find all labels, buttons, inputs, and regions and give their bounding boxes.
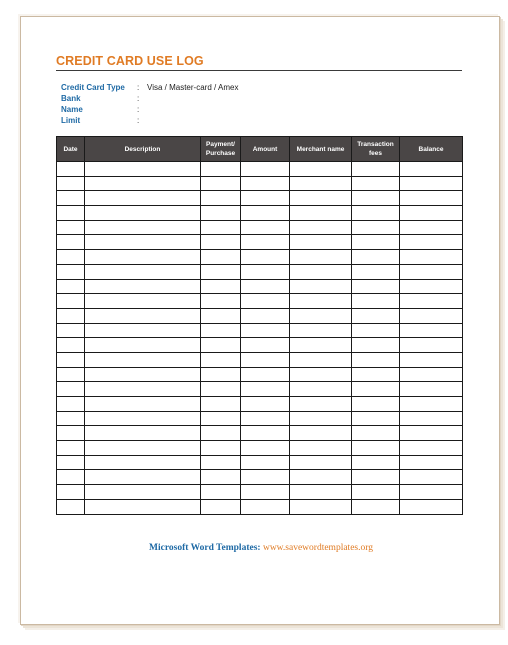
info-value: Visa / Master-card / Amex <box>147 83 239 92</box>
table-cell[interactable] <box>85 235 201 250</box>
table-row <box>57 235 463 250</box>
table-cell[interactable] <box>201 308 241 323</box>
table-cell[interactable] <box>400 426 463 441</box>
table-cell[interactable] <box>352 485 400 500</box>
table-row <box>57 250 463 265</box>
table-cell[interactable] <box>290 352 352 367</box>
table-cell[interactable] <box>241 206 290 221</box>
table-cell[interactable] <box>201 338 241 353</box>
table-cell[interactable] <box>57 411 85 426</box>
table-cell[interactable] <box>400 294 463 309</box>
title-divider <box>56 70 462 71</box>
table-cell[interactable] <box>57 470 85 485</box>
table-cell[interactable] <box>290 338 352 353</box>
table-cell[interactable] <box>352 206 400 221</box>
table-cell[interactable] <box>201 485 241 500</box>
table-cell[interactable] <box>290 455 352 470</box>
table-cell[interactable] <box>352 294 400 309</box>
table-cell[interactable] <box>85 499 201 514</box>
table-cell[interactable] <box>201 294 241 309</box>
table-cell[interactable] <box>85 485 201 500</box>
table-cell[interactable] <box>352 382 400 397</box>
table-cell[interactable] <box>400 411 463 426</box>
document-page <box>20 16 500 625</box>
table-cell[interactable] <box>85 308 201 323</box>
table-cell[interactable] <box>290 367 352 382</box>
table-cell[interactable] <box>241 191 290 206</box>
table-cell[interactable] <box>290 323 352 338</box>
table-cell[interactable] <box>400 323 463 338</box>
table-cell[interactable] <box>400 176 463 191</box>
table-cell[interactable] <box>85 162 201 177</box>
table-body <box>57 162 463 515</box>
table-cell[interactable] <box>201 220 241 235</box>
table-cell[interactable] <box>85 382 201 397</box>
table-cell[interactable] <box>85 220 201 235</box>
table-cell[interactable] <box>352 323 400 338</box>
table-cell[interactable] <box>241 352 290 367</box>
table-cell[interactable] <box>352 470 400 485</box>
table-cell[interactable] <box>57 206 85 221</box>
table-row <box>57 162 463 177</box>
table-cell[interactable] <box>85 206 201 221</box>
table-cell[interactable] <box>352 279 400 294</box>
table-cell[interactable] <box>85 470 201 485</box>
table-cell[interactable] <box>400 191 463 206</box>
table-cell[interactable] <box>352 426 400 441</box>
card-info-block <box>61 82 238 126</box>
table-cell[interactable] <box>85 338 201 353</box>
info-label: Name <box>61 105 83 114</box>
table-cell[interactable] <box>85 441 201 456</box>
table-cell[interactable] <box>352 162 400 177</box>
table-cell[interactable] <box>57 162 85 177</box>
table-cell[interactable] <box>290 176 352 191</box>
table-cell[interactable] <box>400 206 463 221</box>
info-label: Bank <box>61 94 81 103</box>
table-cell[interactable] <box>400 352 463 367</box>
table-cell[interactable] <box>241 220 290 235</box>
table-cell[interactable] <box>57 338 85 353</box>
table-cell[interactable] <box>201 279 241 294</box>
table-cell[interactable] <box>201 382 241 397</box>
table-cell[interactable] <box>241 279 290 294</box>
table-cell[interactable] <box>201 191 241 206</box>
table-cell[interactable] <box>57 323 85 338</box>
table-cell[interactable] <box>57 294 85 309</box>
table-cell[interactable] <box>400 264 463 279</box>
table-cell[interactable] <box>290 279 352 294</box>
table-cell[interactable] <box>241 250 290 265</box>
table-row <box>57 338 463 353</box>
table-cell[interactable] <box>400 279 463 294</box>
table-cell[interactable] <box>57 279 85 294</box>
table-cell[interactable] <box>201 411 241 426</box>
column-header-description: Description <box>85 137 201 162</box>
table-cell[interactable] <box>352 176 400 191</box>
table-cell[interactable] <box>290 294 352 309</box>
table-cell[interactable] <box>201 397 241 412</box>
table-cell[interactable] <box>241 499 290 514</box>
table-row <box>57 455 463 470</box>
table-cell[interactable] <box>241 264 290 279</box>
table-cell[interactable] <box>400 235 463 250</box>
table-cell[interactable] <box>241 176 290 191</box>
table-cell[interactable] <box>352 191 400 206</box>
table-cell[interactable] <box>201 470 241 485</box>
table-cell[interactable] <box>352 455 400 470</box>
table-header-row <box>57 137 463 162</box>
table-cell[interactable] <box>352 264 400 279</box>
table-cell[interactable] <box>352 220 400 235</box>
table-cell[interactable] <box>400 470 463 485</box>
table-cell[interactable] <box>400 162 463 177</box>
table-cell[interactable] <box>290 470 352 485</box>
table-cell[interactable] <box>352 338 400 353</box>
table-cell[interactable] <box>57 485 85 500</box>
table-cell[interactable] <box>290 411 352 426</box>
table-cell[interactable] <box>85 411 201 426</box>
table-cell[interactable] <box>352 250 400 265</box>
table-cell[interactable] <box>352 308 400 323</box>
footer <box>21 543 501 553</box>
table-cell[interactable] <box>201 499 241 514</box>
info-row-name <box>61 104 238 115</box>
table-cell[interactable] <box>400 382 463 397</box>
column-header-transaction-fees: Transaction fees <box>352 137 400 162</box>
table-cell[interactable] <box>290 162 352 177</box>
table-cell[interactable] <box>352 235 400 250</box>
table-cell[interactable] <box>400 441 463 456</box>
table-cell[interactable] <box>290 264 352 279</box>
table-cell[interactable] <box>400 308 463 323</box>
table-cell[interactable] <box>201 352 241 367</box>
table-cell[interactable] <box>290 485 352 500</box>
table-cell[interactable] <box>201 264 241 279</box>
table-row <box>57 308 463 323</box>
table-cell[interactable] <box>290 235 352 250</box>
table-row <box>57 382 463 397</box>
table-cell[interactable] <box>57 455 85 470</box>
table-cell[interactable] <box>57 382 85 397</box>
table-cell[interactable] <box>85 250 201 265</box>
info-row-card-type <box>61 82 238 93</box>
table-cell[interactable] <box>201 426 241 441</box>
table-row <box>57 191 463 206</box>
table-row <box>57 176 463 191</box>
column-header-payment-purchase: Payment/ Purchase <box>201 137 241 162</box>
table-cell[interactable] <box>241 308 290 323</box>
table-row <box>57 279 463 294</box>
column-header-balance: Balance <box>400 137 463 162</box>
table-cell[interactable] <box>290 206 352 221</box>
table-cell[interactable] <box>85 294 201 309</box>
table-cell[interactable] <box>85 264 201 279</box>
table-cell[interactable] <box>85 323 201 338</box>
table-cell[interactable] <box>241 162 290 177</box>
table-cell[interactable] <box>400 499 463 514</box>
table-cell[interactable] <box>57 176 85 191</box>
table-cell[interactable] <box>290 308 352 323</box>
table-cell[interactable] <box>241 470 290 485</box>
table-cell[interactable] <box>352 397 400 412</box>
info-label: Credit Card Type <box>61 83 125 92</box>
table-row <box>57 367 463 382</box>
table-cell[interactable] <box>290 382 352 397</box>
table-cell[interactable] <box>57 250 85 265</box>
table-row <box>57 441 463 456</box>
info-label: Limit <box>61 116 81 125</box>
table-cell[interactable] <box>290 499 352 514</box>
table-cell[interactable] <box>57 441 85 456</box>
table-cell[interactable] <box>290 426 352 441</box>
table-cell[interactable] <box>290 441 352 456</box>
table-row <box>57 426 463 441</box>
credit-card-log-table <box>56 136 463 515</box>
info-colon: : <box>137 94 140 103</box>
table-row <box>57 411 463 426</box>
table-cell[interactable] <box>400 220 463 235</box>
table-cell[interactable] <box>290 397 352 412</box>
table-cell[interactable] <box>352 411 400 426</box>
info-colon: : <box>137 83 140 92</box>
table-cell[interactable] <box>201 323 241 338</box>
info-colon: : <box>137 105 140 114</box>
document-title: CREDIT CARD USE LOG <box>56 54 204 68</box>
table-cell[interactable] <box>241 397 290 412</box>
column-header-merchant-name: Merchant name <box>290 137 352 162</box>
table-cell[interactable] <box>241 235 290 250</box>
table-cell[interactable] <box>241 338 290 353</box>
info-colon: : <box>137 116 140 125</box>
table-cell[interactable] <box>85 367 201 382</box>
table-cell[interactable] <box>241 323 290 338</box>
table-cell[interactable] <box>400 250 463 265</box>
table-cell[interactable] <box>241 367 290 382</box>
table-cell[interactable] <box>290 250 352 265</box>
table-cell[interactable] <box>57 426 85 441</box>
table-cell[interactable] <box>241 485 290 500</box>
table-cell[interactable] <box>400 338 463 353</box>
column-header-date: Date <box>57 137 85 162</box>
table-row <box>57 397 463 412</box>
table-cell[interactable] <box>201 367 241 382</box>
table-cell[interactable] <box>57 191 85 206</box>
table-row <box>57 485 463 500</box>
table-row <box>57 470 463 485</box>
table-cell[interactable] <box>85 279 201 294</box>
table-row <box>57 323 463 338</box>
table-cell[interactable] <box>241 411 290 426</box>
table-cell[interactable] <box>57 220 85 235</box>
table-row <box>57 206 463 221</box>
table-cell[interactable] <box>85 176 201 191</box>
table-cell[interactable] <box>201 206 241 221</box>
footer-url-link[interactable]: www.savewordtemplates.org <box>262 543 373 553</box>
table-cell[interactable] <box>400 367 463 382</box>
table-cell[interactable] <box>57 397 85 412</box>
table-cell[interactable] <box>57 499 85 514</box>
table-cell[interactable] <box>352 367 400 382</box>
table-cell[interactable] <box>57 308 85 323</box>
table-cell[interactable] <box>352 352 400 367</box>
table-cell[interactable] <box>201 235 241 250</box>
table-cell[interactable] <box>57 264 85 279</box>
table-cell[interactable] <box>201 162 241 177</box>
table-row <box>57 352 463 367</box>
table-row <box>57 294 463 309</box>
table-cell[interactable] <box>352 499 400 514</box>
table-cell[interactable] <box>400 455 463 470</box>
table-cell[interactable] <box>290 220 352 235</box>
table-cell[interactable] <box>201 176 241 191</box>
table-cell[interactable] <box>201 441 241 456</box>
table-cell[interactable] <box>241 294 290 309</box>
table-cell[interactable] <box>241 426 290 441</box>
table-cell[interactable] <box>241 455 290 470</box>
info-row-limit <box>61 115 238 126</box>
table-cell[interactable] <box>85 397 201 412</box>
table-cell[interactable] <box>57 235 85 250</box>
table-cell[interactable] <box>352 441 400 456</box>
table-cell[interactable] <box>57 352 85 367</box>
table-cell[interactable] <box>85 426 201 441</box>
table-cell[interactable] <box>85 191 201 206</box>
table-row <box>57 264 463 279</box>
table-cell[interactable] <box>85 455 201 470</box>
table-row <box>57 499 463 514</box>
column-header-amount: Amount <box>241 137 290 162</box>
table-cell[interactable] <box>241 441 290 456</box>
table-cell[interactable] <box>290 191 352 206</box>
table-cell[interactable] <box>241 382 290 397</box>
info-row-bank <box>61 93 238 104</box>
table-cell[interactable] <box>400 397 463 412</box>
table-cell[interactable] <box>57 367 85 382</box>
table-cell[interactable] <box>85 352 201 367</box>
table-cell[interactable] <box>400 485 463 500</box>
table-cell[interactable] <box>201 455 241 470</box>
footer-brand: Microsoft Word Templates: <box>149 543 261 553</box>
table-row <box>57 220 463 235</box>
table-cell[interactable] <box>201 250 241 265</box>
